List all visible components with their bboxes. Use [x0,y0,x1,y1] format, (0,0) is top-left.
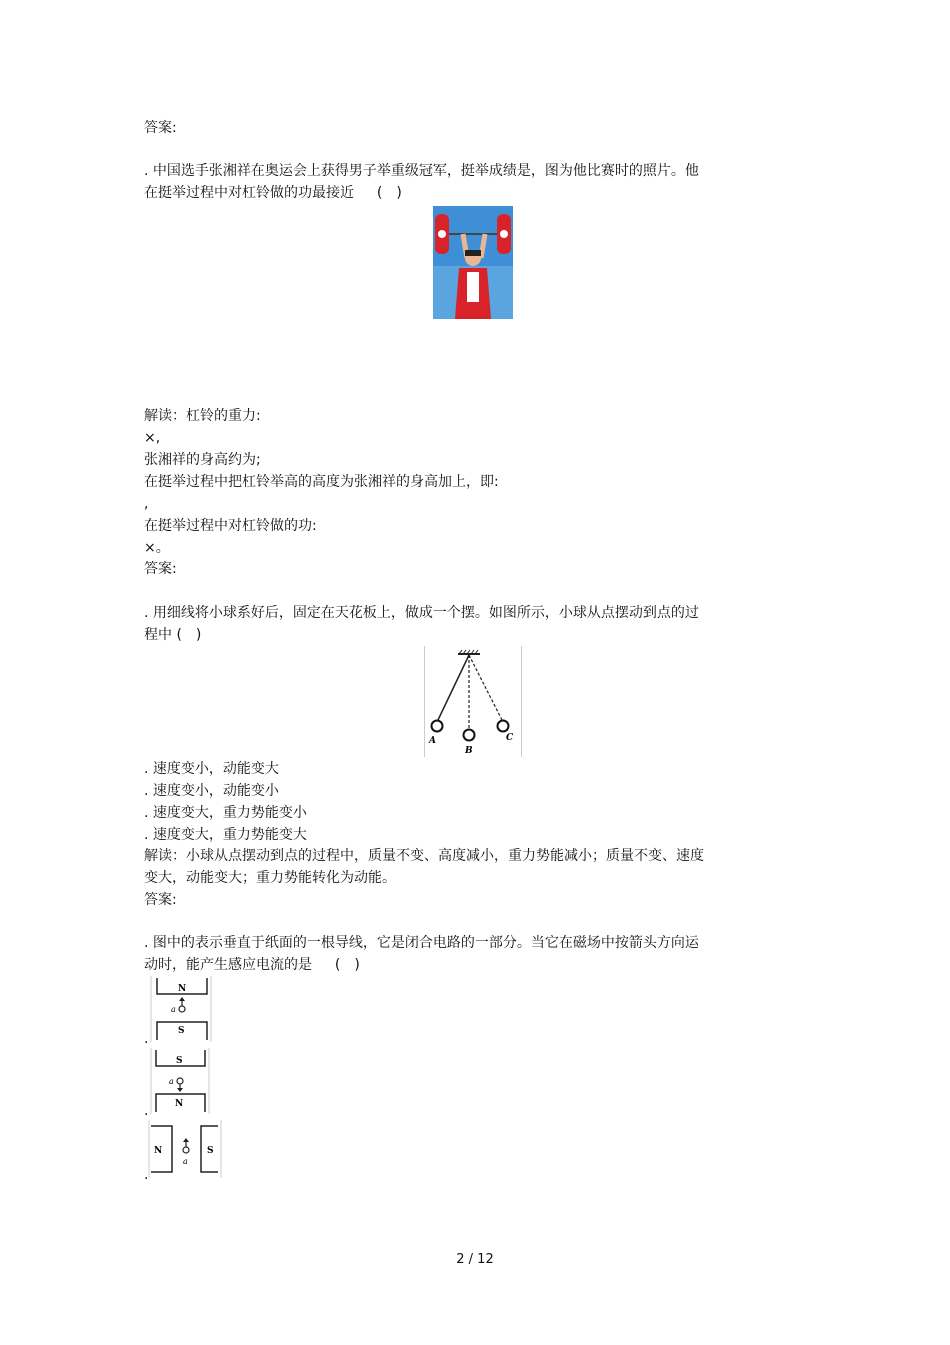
magnet-1-top-pole: N [178,984,187,994]
option-c: . 速度变大，重力势能变小 [144,805,307,821]
analysis-1-line-6: 在挺举过程中对杠铃做的功: [144,518,317,534]
pendulum-label-b: B [465,746,473,756]
pendulum-diagram [424,646,522,757]
question-2-line-2: 程中 ( ) [144,627,202,643]
magnet-figure-1 [150,976,212,1042]
magnet-2-top-pole: S [176,1056,183,1066]
analysis-1-line-3: 张湘祥的身高约为; [144,452,261,468]
pendulum-label-c: C [506,733,514,743]
question-3-line-1: . 图中的表示垂直于纸面的一根导线，它是闭合电路的一部分。当它在磁场中按箭头方向运 [144,935,699,951]
analysis-2-line-2: 变大，动能变大；重力势能转化为动能。 [144,870,396,886]
question-2-line-1: . 用细线将小球系好后，固定在天花板上，做成一个摆。如图所示，小球从点摆动到点的过 [144,605,699,621]
figure-1-marker: . [144,1031,149,1047]
page-number: 2 / 12 [456,1252,494,1267]
analysis-1-line-5: , [144,496,149,512]
option-d: . 速度变大，重力势能变大 [144,827,307,843]
analysis-1-line-7: ×。 [144,540,170,556]
figure-3-marker: . [144,1167,149,1183]
magnet-1-wire-label: a [171,1005,176,1014]
analysis-1-line-2: ×, [144,430,161,446]
option-a: . 速度变小，动能变大 [144,761,279,777]
analysis-2-line-1: 解读：小球从点摆动到点的过程中，质量不变、高度减小，重力势能减小；质量不变、速度 [144,848,704,864]
answer-label-2: 答案: [144,561,177,577]
magnet-2-bottom-pole: N [175,1099,184,1109]
figure-2-marker: . [144,1103,149,1119]
magnet-3-wire-label: a [183,1157,188,1166]
weightlifter-photo [433,206,513,319]
analysis-1-line-4: 在挺举过程中把杠铃举高的高度为张湘祥的身高加上，即: [144,474,499,490]
answer-label-3: 答案: [144,892,177,908]
question-3-line-2: 动时，能产生感应电流的是 ( ) [144,957,360,973]
analysis-1-line-1: 解读：杠铃的重力: [144,408,261,424]
magnet-2-wire-label: a [169,1077,174,1086]
question-1-line-1: . 中国选手张湘祥在奥运会上获得男子举重级冠军，挺举成绩是，图为他比赛时的照片。他 [144,163,699,179]
option-b: . 速度变小，动能变小 [144,783,279,799]
magnet-figure-3 [148,1120,222,1178]
pendulum-label-a: A [429,736,436,746]
question-1-line-2: 在挺举过程中对杠铃做的功最接近 ( ) [144,185,402,201]
magnet-figure-2 [150,1048,210,1114]
answer-label-1: 答案: [144,120,177,136]
magnet-3-right-pole: S [207,1146,214,1156]
magnet-1-bottom-pole: S [178,1026,185,1036]
magnet-3-left-pole: N [154,1146,163,1156]
